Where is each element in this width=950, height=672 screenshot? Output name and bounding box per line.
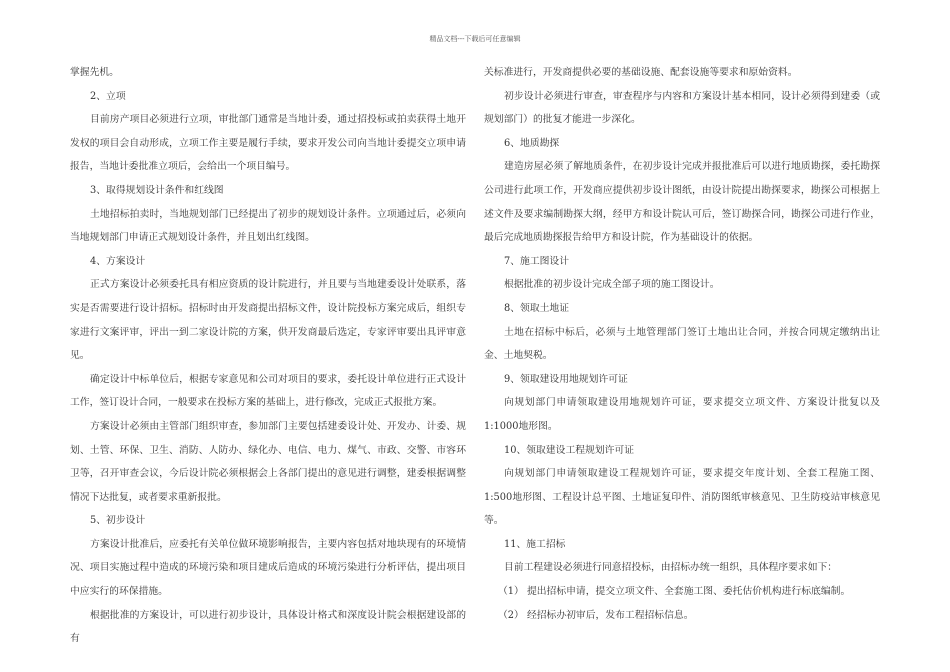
paragraph: 土地在招标中标后，必须与土地管理部门签订土地出让合同，并按合同规定缴纳出让金、土地契税。 (484, 326, 880, 362)
paragraph: 方案设计必须由主管部门组织审查，参加部门主要包括建委设计处、开发办、计委、规划、土管、环保、卫生、消防、人防办、绿化办、电信、电力、煤气、市政、交警、市容环卫等，召开审查会议，今后设计院必须根据会上各部门提出的意见进行调整，建委根据调整情况下达批复，或者要求重新报批。 (70, 420, 466, 503)
paragraph: 方案设计批准后，应委托有关单位做环境影响报告，主要内容包括对地块现有的环境情况、项目实施过程中造成的环境污染和项目建成后造成的环境污染进行分析评估，提出项目中应实行的环保措施。 (70, 538, 466, 598)
page-header: 精品文档---下载后可任意编辑 (429, 35, 521, 43)
section-heading: 6、地质勘探 (504, 137, 560, 149)
section-heading: 3、取得规划设计条件和红线图 (90, 184, 224, 196)
paragraph: 向规划部门申请领取建设用地规划许可证，要求提交立项文件、方案设计批复以及1:1000地形图。 (484, 397, 880, 432)
left-column (70, 61, 466, 651)
paragraph: 向规划部门申请领取建设工程规划许可证，要求提交年度计划、全套工程施工图、1:500地形图、工程设计总平图、土地证复印件、消防图纸审核意见、卫生防疫站审核意见等。 (484, 468, 880, 527)
paragraph: 建造房屋必须了解地质条件，在初步设计完成并报批准后可以进行地质勘探，委托勘探公司进行此项工作，开发商应提供初步设计图纸，由设计院提出勘探要求，勘探公司根据上述文件及要求编制勘探大纲，经甲方和设计院认可后，签订勘探合同，勘探公司进行作业，最后完成地质勘探报告给甲方和设计院，作为基础设计的依据。 (484, 161, 880, 244)
paragraph: 关标准进行，开发商提供必要的基础设施、配套设施等要求和原始资料。 (484, 67, 798, 78)
paragraph: 确定设计中标单位后，根据专家意见和公司对项目的要求，委托设计单位进行正式设计工作，签订设计合同，一般要求在投标方案的基础上，进行修改，完成正式报批方案。 (70, 373, 466, 409)
section-heading: 10、领取建设工程规划许可证 (504, 444, 635, 456)
right-column (484, 61, 880, 627)
paragraph: 土地招标拍卖时，当地规划部门已经提出了初步的规划设计条件。立项通过后，必须向当地规划部门申请正式规划设计条件，并且划出红线图。 (70, 208, 466, 244)
section-heading: 4、方案设计 (90, 255, 146, 267)
paragraph: 根据批准的初步设计完成全部子项的施工图设计。 (504, 279, 720, 291)
section-heading: 11、施工招标 (504, 538, 566, 550)
section-heading: 8、领取土地证 (504, 302, 570, 314)
paragraph: 掌握先机。 (70, 67, 119, 78)
section-heading: 9、领取建设用地规划许可证 (504, 373, 628, 385)
paragraph: 正式方案设计必须委托具有相应资质的设计院进行，并且要与当地建委设计处联系，落实是否需要进行设计招标。招标时由开发商提出招标文件，设计院投标方案完成后，组织专家进行文案评审，评出一到二家设计院的方案，供开发商最后选定，专家评审要出具评审意见。 (70, 279, 466, 362)
list-item: （1） 提出招标申请，提交立项文件、全套施工图、委托估价机构进行标底编制。 (498, 586, 851, 598)
section-heading: 5、初步设计 (90, 515, 146, 527)
section-heading: 2、立项 (90, 90, 126, 102)
section-heading: 7、施工图设计 (504, 255, 570, 267)
paragraph: 目前房产项目必须进行立项，审批部门通常是当地计委，通过招投标或拍卖获得土地开发权的项目会自动形成，立项工作主要是履行手续，要求开发公司向当地计委提交立项申请报告，当地计委批准立项后，会给出一个项目编号。 (70, 114, 466, 173)
paragraph: 根据批准的方案设计，可以进行初步设计，具体设计格式和深度设计院会根据建设部的有 (70, 609, 466, 645)
list-item: （2） 经招标办初审后，发布工程招标信息。 (498, 609, 694, 621)
paragraph: 初步设计必须进行审查，审查程序与内容和方案设计基本相同，设计必须得到建委（或规划部门）的批复才能进一步深化。 (484, 90, 880, 126)
paragraph: 目前工程建设必须进行同意招投标，由招标办统一组织，具体程序要求如下： (504, 562, 838, 574)
